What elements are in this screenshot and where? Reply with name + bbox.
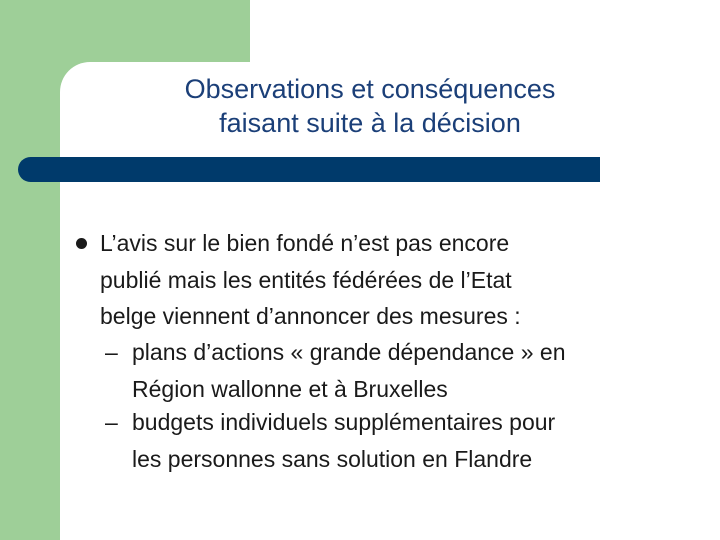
title-line-2: faisant suite à la décision [219, 108, 521, 138]
dash-marker: – [105, 409, 118, 435]
bullet-line-2: publié mais les entités fédérées de l’Etat [100, 266, 512, 293]
sub-item-1-line-2: Région wallonne et à Bruxelles [132, 375, 448, 402]
sub-item-2-line-2: les personnes sans solution en Flandre [132, 445, 533, 472]
bullet-dot-icon [76, 238, 87, 249]
bullet-line-3: belge viennent d’annoncer des mesures : [100, 303, 521, 329]
sub-item-2-line-1: budgets individuels supplémentaires pour [132, 409, 556, 435]
bullet-paragraph [100, 225, 700, 335]
bullet-line-1: L’avis sur le bien fondé n’est pas encore [100, 230, 510, 256]
sub-item-1-line-1: plans d’actions « grande dépendance » en [132, 339, 566, 365]
title-line-1: Observations et conséquences [184, 74, 556, 104]
dash-marker: – [105, 339, 118, 365]
